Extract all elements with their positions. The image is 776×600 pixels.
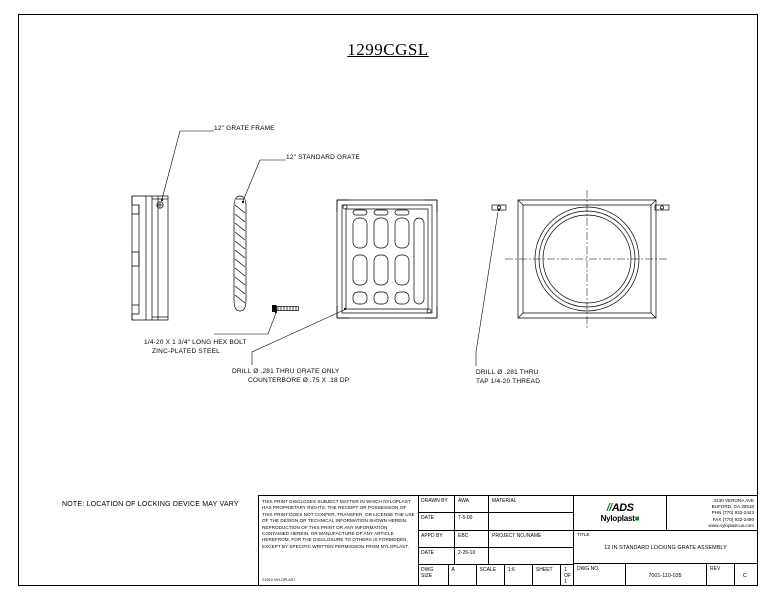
appd-by-label: APPD BY: [419, 531, 455, 547]
ads-chevron-icon: //: [606, 502, 612, 514]
legal-notice-text: THIS PRINT DISCLOSES SUBJECT MATTER IN WHICH NYLOPLAST HAS PROPRIETARY RIGHTS. THE RECEIPT OR POSSESSION OF THIS PRINT DOES NOT CONFER, TRANSFER, OR LICENSE THE USE OF THE DESIGN OR TECHNICAL INFORMATION SHOWN HEREIN. REPRODUCTION OF THIS PRINT OR ANY INFORMATION CONTAINED HEREIN, OR MANUFACTURE OF ANY ARTICLE HEREFROM, FOR THE DISCLOSURE TO OTHERS IS FORBIDDEN, EXCEPT BY SPECIFIC WRITTEN PERMISSION FROM NYLOPLAST.: [262, 499, 415, 549]
row-drawn-by: [419, 496, 573, 513]
sheet-note: NOTE: LOCATION OF LOCKING DEVICE MAY VARY: [62, 501, 239, 508]
callout-hex-bolt-line2: ZINC-PLATED STEEL: [152, 348, 220, 355]
address-line-1: BUFORD, GA 30518: [711, 504, 754, 510]
nyloplast-text: Nyloplast: [600, 514, 635, 523]
date2-label: DATE: [419, 548, 455, 564]
appd-by-value: EBC: [455, 531, 489, 547]
dwg-size-label: DWG SIZE: [419, 565, 449, 585]
sheet-label: SHEET: [533, 565, 561, 585]
company-columns: [574, 496, 757, 585]
row-sheet-info: [419, 565, 573, 585]
revision-info-columns: [419, 496, 574, 585]
dwg-size-value: A: [449, 565, 477, 585]
title-label: TITLE: [577, 532, 590, 537]
dwg-no-label: DWG NO.: [574, 564, 626, 585]
date1-label: DATE: [419, 513, 455, 529]
drawn-by-value: AWA: [455, 496, 489, 512]
project-value: [489, 548, 573, 564]
logo-row: [574, 496, 757, 531]
row-appd-by: [419, 531, 573, 548]
nyloplast-mark-icon: ■: [634, 514, 640, 523]
nyloplast-wordmark: [601, 514, 640, 523]
date2-value: 2-26-10: [455, 548, 489, 564]
part-number: 1299CGSL: [347, 40, 429, 59]
company-address: [667, 496, 757, 530]
address-line-2: PHN (770) 932-2443: [711, 510, 754, 516]
callout-grate-frame: 12" GRATE FRAME: [214, 125, 275, 132]
title-block: [258, 495, 758, 586]
drawn-by-label: DRAWN BY: [419, 496, 455, 512]
title-value: 12 IN STANDARD LOCKING GRATE ASSEMBLY: [604, 545, 727, 551]
callout-drill-grate-line1: DRILL Ø .281 THRU GRATE ONLY: [232, 368, 340, 375]
project-label: PROJECT NO./NAME: [492, 532, 542, 539]
scale-value: 1:6: [505, 565, 533, 585]
callout-drill-grate-line2: COUNTERBORE Ø .75 X .18 DP: [248, 377, 350, 384]
rev-label: REV: [707, 564, 735, 585]
material-value: [489, 513, 573, 529]
address-line-3: FAX (770) 932-2490: [712, 516, 754, 522]
drawing-number-row: [574, 564, 757, 585]
callout-drill-tap-line2: TAP 1/4-20 THREAD: [476, 378, 541, 385]
legal-notice-cell: [259, 496, 419, 585]
sheet-value: 1 OF 1: [564, 567, 572, 585]
callout-drill-tap-line1: DRILL Ø .281 THRU: [476, 369, 539, 376]
row-date-1: [419, 513, 573, 530]
ads-logo-text: [607, 503, 634, 514]
material-label: MATERIAL: [492, 498, 517, 504]
callout-standard-grate: 12" STANDARD GRATE: [286, 154, 360, 161]
rev-value: C: [743, 572, 747, 579]
address-line-0: 3130 VERONA AVE: [713, 498, 754, 503]
ads-wordmark: ADS: [611, 502, 634, 514]
page-title: [0, 40, 776, 60]
scale-label: SCALE: [477, 565, 505, 585]
dwg-no-value: 7001-110-035: [626, 564, 707, 585]
drawing-title-cell: [574, 531, 757, 564]
callout-hex-bolt-line1: 1/4-20 X 1 3/4" LONG HEX BOLT: [144, 339, 247, 346]
row-date-2: [419, 548, 573, 565]
company-logo: [574, 496, 667, 530]
address-line-4: www.nyloplast-us.com: [708, 522, 754, 528]
copyright-text: ©2010 NYLOPLAST: [262, 577, 296, 582]
date1-value: 7-5-00: [455, 513, 489, 529]
